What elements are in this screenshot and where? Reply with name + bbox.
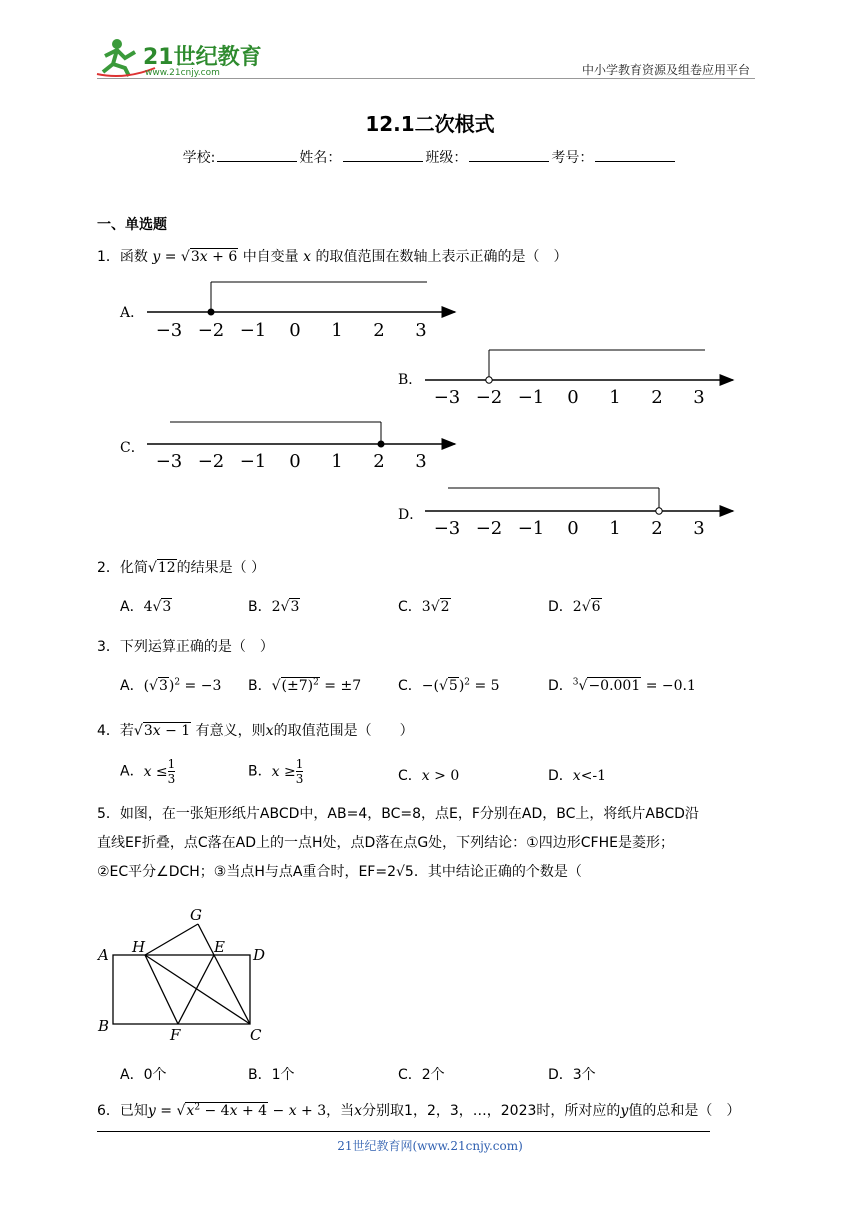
svg-text:1: 1 [331,320,343,341]
class-label: 班级： [425,150,468,166]
name-label: 姓名： [299,150,342,166]
question-1: 1．函数 y = √3x + 6 中自变量 x 的取值范围在数轴上表示正确的是（ ） [97,249,568,265]
q4-number: 4． [97,723,120,739]
logo-url-text: www.21cnjy.com [145,68,220,78]
q2-post: 的结果是（ ） [176,560,266,576]
logo-main-text: 21世纪教育 [143,45,262,70]
q4-post: 有意义，则 [195,723,266,739]
q2-option-c[interactable]: C．3√2 [398,599,450,615]
svg-text:−3: −3 [155,320,183,341]
q3-option-a[interactable]: A．$(√3)^2 = -3$ [120,677,222,694]
svg-text:2: 2 [373,451,385,472]
q1-post2: 的取值范围在数轴上表示正确的是（ ） [315,249,568,265]
q4-option-a[interactable]: A．x ≤ $\frac{1}{3}$ [120,757,176,786]
q3-option-d[interactable]: D．$^3$√−0.001 = −0.1 [548,677,696,694]
label-e: E [214,938,225,956]
q1-number: 1． [97,249,120,265]
question-3 [97,636,274,656]
option-c-ticks [156,451,427,472]
svg-text:0: 0 [289,320,301,341]
svg-text:B．: B． [398,372,423,388]
header-divider [97,78,755,79]
section-heading: 一、单选题 [97,217,167,233]
q2-option-b[interactable]: B．2√3 [248,599,300,615]
option-d-ticks [434,518,705,539]
q4-option-d[interactable]: D．x<-1 [548,768,607,784]
q2-radicand: 12 [157,560,176,576]
label-f: F [170,1026,181,1044]
option-a-ticks [156,320,427,341]
svg-text:2: 2 [373,320,385,341]
q3-option-b[interactable]: B．$√(\pm 7)^2 = \pm 7$ [248,677,362,694]
student-info [0,147,860,167]
q2-option-a[interactable]: A．4√3 [120,599,172,615]
svg-text:−1: −1 [239,451,267,472]
platform-label: 中小学教育资源及组卷应用平台 [581,63,750,77]
q1-number-lines [0,270,860,540]
q4-option-b[interactable]: B．x ≥ $\frac{1}{3}$ [248,757,304,786]
q5-line-3: ②EC平分∠DCH；③当点H与点A重合时，EF=2√5．其中结论正确的个数是（ [97,864,582,880]
q5-option-d[interactable]: D．3个 [548,1067,596,1083]
number-label: 考号： [551,150,594,166]
svg-text:1: 1 [609,518,621,539]
svg-text:2: 2 [651,387,663,408]
q5-line-1: 5．如图，在一张矩形纸片ABCD中，AB=4，BC=8，点E，F分别在AD，BC上，将纸片ABCD沿 [97,806,699,822]
q5-option-a[interactable]: A．0个 [120,1067,167,1083]
school-field[interactable] [217,149,297,162]
footer-text: 21世纪教育网(www.21cnjy.com) [337,1139,523,1153]
svg-text:−1: −1 [239,320,267,341]
q1-post: 中自变量 [242,249,299,265]
question-6: 6．已知$y = √x^2 - 4x + 4 - x + 3$，当x分别取1，2，3，…，2023时，所对应的y值的总和是（ ） [97,1102,741,1119]
name-field[interactable] [343,149,423,162]
svg-text:3: 3 [415,320,427,341]
option-a-number-line[interactable] [119,282,455,341]
svg-text:−2: −2 [197,320,225,341]
label-b: B [98,1017,110,1035]
number-field[interactable] [595,149,675,162]
svg-text:0: 0 [289,451,301,472]
q5-option-b[interactable]: B．1个 [248,1067,295,1083]
label-g: G [190,906,202,924]
svg-text:0: 0 [567,387,579,408]
svg-text:C．: C． [120,440,145,456]
q3-number: 3． [97,639,120,655]
svg-text:0: 0 [567,518,579,539]
label-c: C [250,1026,262,1044]
q4-post2: 的取值范围是（ ） [273,723,414,739]
q4-pre: 若 [119,723,134,739]
svg-text:−1: −1 [517,518,545,539]
q4-option-c[interactable]: C．x > 0 [398,768,460,784]
option-c-number-line[interactable] [120,422,455,472]
svg-text:−2: −2 [197,451,225,472]
q1-pre: 函数 [119,249,148,265]
svg-text:3: 3 [693,518,705,539]
svg-text:3: 3 [415,451,427,472]
svg-text:−1: −1 [517,387,545,408]
page-title: 12.1二次根式 [365,112,495,136]
label-h: H [132,938,146,956]
svg-text:−3: −3 [433,387,461,408]
label-a: A [98,946,109,964]
q2-number: 2． [97,560,120,576]
question-5 [97,800,767,887]
svg-text:1: 1 [331,451,343,472]
option-b-ticks [434,387,705,408]
runner-logo-icon [95,34,265,78]
question-4: 4．若√3x − 1 有意义，则x的取值范围是（ ） [97,723,414,739]
svg-text:−2: −2 [475,387,503,408]
label-d: D [253,946,266,964]
svg-text:−3: −3 [155,451,183,472]
q1-formula: y = √3x + 6 [152,249,238,265]
question-2: 2．化简√12的结果是（ ） [97,560,266,576]
svg-text:2: 2 [651,518,663,539]
option-d-number-line[interactable] [398,488,733,539]
logo [95,34,265,78]
school-label: 学校: [182,150,216,166]
class-field[interactable] [469,149,549,162]
svg-text:−3: −3 [433,518,461,539]
q2-pre: 化简 [119,560,148,576]
q3-option-c[interactable]: C．$-(√5)^2 = 5$ [398,677,500,694]
svg-text:A．: A． [120,305,145,321]
q5-line-2: 直线EF折叠，点C落在AD上的一点H处，点D落在点G处，下列结论：①四边形CFHE是菱形； [97,835,674,851]
q2-option-d[interactable]: D．2√6 [548,599,601,615]
q3-text: 下列运算正确的是（ ） [119,639,274,655]
footer-divider [97,1131,710,1132]
svg-text:1: 1 [609,387,621,408]
q5-figure [90,900,280,1050]
q5-option-c[interactable]: C．2个 [398,1067,445,1083]
option-b-number-line[interactable] [398,350,733,408]
svg-text:3: 3 [693,387,705,408]
svg-text:D．: D． [398,507,424,523]
svg-text:−2: −2 [475,518,503,539]
